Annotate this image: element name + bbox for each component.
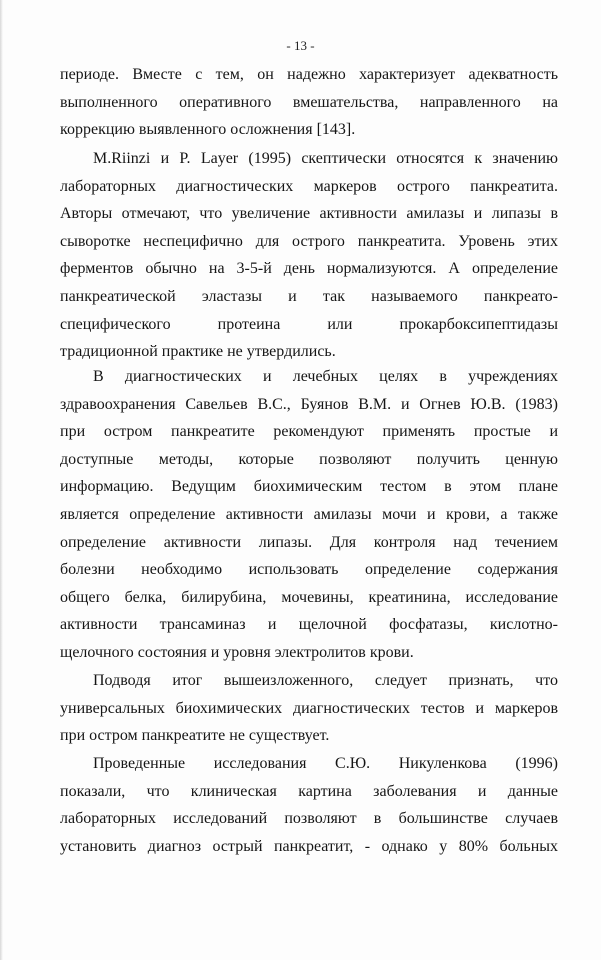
text-line: периоде. Вместе с тем, он надежно характеризует адекватность xyxy=(60,66,558,83)
text-line: показали, что клиническая картина заболевания и данные xyxy=(60,782,558,800)
text-line: Подводя итог вышеизложенного, следует признать, что xyxy=(93,672,558,689)
text-line: активности трансаминаз и щелочной фосфатазы, кислотно- xyxy=(60,616,558,634)
text-line: В диагностических и лечебных целях в учреждениях xyxy=(93,368,558,385)
text-line: установить диагноз острый панкреатит, - однако у 80% больных xyxy=(60,837,558,855)
text-line: ферментов обычно на 3-5-й день нормализуются. А определение xyxy=(60,260,558,278)
page-edge-shadow xyxy=(0,0,3,960)
text-line: универсальных биохимических диагностических тестов и маркеров xyxy=(60,699,558,717)
paragraph-4 xyxy=(60,667,558,750)
page-number: - 13 - xyxy=(286,38,315,53)
text-line: лабораторных исследований позволяют в большинстве случаев xyxy=(60,810,558,828)
text-line: лабораторных диагностических маркеров острого панкреатита. xyxy=(60,177,558,195)
paragraph-1 xyxy=(60,61,558,144)
text-line: является определение активности амилазы мочи и крови, а также xyxy=(60,505,558,523)
text-line: выполненного оперативного вмешательства, направленного на xyxy=(60,93,558,111)
text-line: при остром панкреатите не существует. xyxy=(60,727,330,745)
text-line: информацию. Ведущим биохимическим тестом в этом плане xyxy=(60,478,558,496)
text-line: болезни необходимо использовать определение содержания xyxy=(60,561,558,579)
text-line: Проведенные исследования С.Ю. Никуленкова (1996) xyxy=(93,755,558,772)
paragraph-5 xyxy=(60,750,558,860)
text-line: традиционной практике не утвердились. xyxy=(60,343,336,361)
text-line: специфического протеина или прокарбоксипептидазы xyxy=(60,315,558,333)
paragraph-2 xyxy=(60,145,558,366)
text-line: общего белка, билирубина, мочевины, креатинина, исследование xyxy=(60,588,558,606)
text-line: коррекцию выявленного осложнения [143]. xyxy=(60,121,356,139)
text-line: панкреатической эластазы и так называемого панкреато- xyxy=(60,287,558,305)
text-line: определение активности липазы. Для контроля над течением xyxy=(60,533,558,551)
text-line: M.Riinzi и P. Layer (1995) скептически относятся к значению xyxy=(93,150,558,167)
text-line: здравоохранения Савельев В.С., Буянов В.М. и Огнев Ю.В. (1983) xyxy=(60,395,558,413)
paragraph-3 xyxy=(60,363,558,667)
text-line: щелочного состояния и уровня электролитов крови. xyxy=(60,643,414,661)
text-line: доступные методы, которые позволяют получить ценную xyxy=(60,450,558,468)
text-line: сыворотке неспецифично для острого панкреатита. Уровень этих xyxy=(60,232,558,250)
text-line: при остром панкреатите рекомендуют применять простые и xyxy=(60,423,558,441)
text-line: Авторы отмечают, что увеличение активности амилазы и липазы в xyxy=(60,205,558,223)
